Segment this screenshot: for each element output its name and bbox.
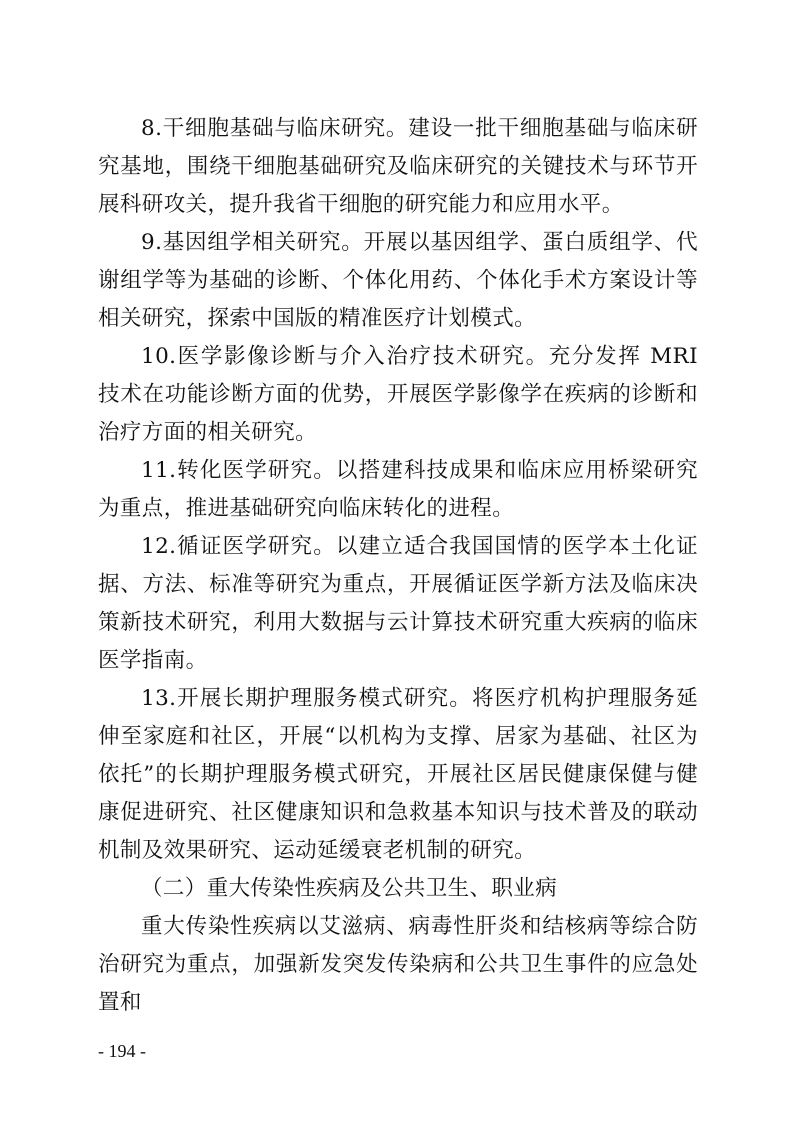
- paragraph-infectious-disease: 重大传染性疾病以艾滋病、病毒性肝炎和结核病等综合防治研究为重点，加强新发突发传染病和公共卫生事件的应急处置和: [98, 914, 698, 1015]
- section-heading: （二）重大传染性疾病及公共卫生、职业病: [141, 876, 558, 901]
- body-text: [98, 110, 698, 1022]
- paragraph-evidence-based-medicine: 12.循证医学研究。以建立适合我国国情的医学本土化证据、方法、标准等研究为重点，开展循证医学新方法及临床决策新技术研究，利用大数据与云计算技术研究重大疾病的临床医学指南。: [98, 534, 698, 673]
- paragraph-stem-cell-research: 8.干细胞基础与临床研究。建设一批干细胞基础与临床研究基地，围绕干细胞基础研究及临床研究的关键技术与环节开展科研攻关，提升我省干细胞的研究能力和应用水平。: [98, 116, 698, 217]
- paragraph-medical-imaging-research: 10.医学影像诊断与介入治疗技术研究。充分发挥 MRI 技术在功能诊断方面的优势，开展医学影像学在疾病的诊断和治疗方面的相关研究。: [98, 344, 698, 445]
- paragraph-long-term-care: 13.开展长期护理服务模式研究。将医疗机构护理服务延伸至家庭和社区，开展“以机构为支撑、居家为基础、社区为依托”的长期护理服务模式研究，开展社区居民健康保健与健康促进研究、社区健康知识和急救基本知识与技术普及的联动机制及效果研究、运动延缓衰老机制的研究。: [98, 686, 698, 863]
- page-number: - 194 -: [98, 1041, 146, 1061]
- paragraph-translational-medicine: 11.转化医学研究。以搭建科技成果和临床应用桥梁研究为重点，推进基础研究向临床转化的进程。: [98, 458, 698, 521]
- paragraph-genomics-research: 9.基因组学相关研究。开展以基因组学、蛋白质组学、代谢组学等为基础的诊断、个体化用药、个体化手术方案设计等相关研究，探索中国版的精准医疗计划模式。: [98, 230, 698, 331]
